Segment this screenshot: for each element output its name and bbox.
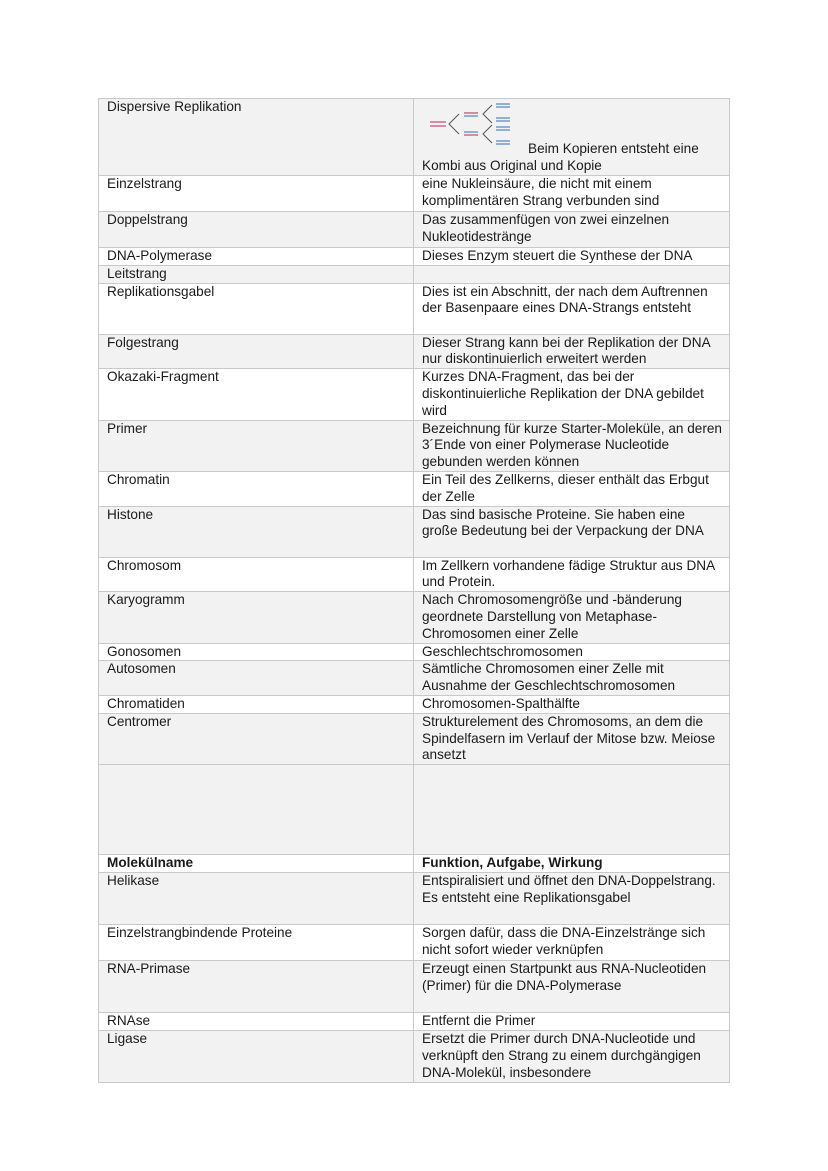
definition-text: Strukturelement des Chromosoms, an dem die Spindelfasern im Verlauf der Mitose bzw. Meiose ansetzt: [422, 713, 716, 763]
definition-text: Dieses Enzym steuert die Synthese der DNA: [422, 248, 693, 263]
term-cell: [99, 369, 414, 420]
definition-cell: [414, 506, 730, 557]
term-cell: [99, 695, 414, 713]
term-text: DNA-Polymerase: [107, 248, 212, 263]
term-text: Ligase: [107, 1030, 148, 1046]
term-cell: [99, 924, 414, 960]
term-cell: [99, 506, 414, 557]
term-cell: [99, 661, 414, 696]
definition-text: Nach Chromosomengröße und -bänderung geordnete Darstellung von Metaphase-Chromosomen einer Zelle: [422, 592, 682, 641]
table-row: [99, 643, 730, 661]
term-text: Autosomen: [107, 661, 176, 677]
table-row: [99, 283, 730, 334]
branch-chevron: [483, 105, 492, 123]
term-cell: [99, 420, 414, 471]
table-row: [99, 1030, 730, 1082]
term-text: Chromosom: [107, 557, 182, 573]
definition-cell: [414, 176, 730, 212]
definition-cell: [414, 924, 730, 960]
definition-text: Chromosomen-Spalthälfte: [422, 695, 580, 711]
term-cell: [99, 99, 414, 176]
definition-cell: [414, 248, 730, 266]
definition-text: Das sind basische Proteine. Sie haben eine große Bedeutung bei der Verpackung der DNA: [422, 506, 704, 539]
definition-text: Kurzes DNA-Fragment, das bei der diskontinuierliche Replikation der DNA gebildet wird: [422, 369, 704, 418]
term-cell: [99, 176, 414, 212]
term-cell: [99, 283, 414, 334]
table-row: [99, 592, 730, 643]
table-row: [99, 924, 730, 960]
definition-cell: [414, 661, 730, 696]
table-row: [99, 99, 730, 176]
definition-cell: [414, 713, 730, 764]
definition-cell: [414, 212, 730, 248]
glossary-table: [98, 98, 730, 1083]
table-row: [99, 1012, 730, 1030]
header-text: Funktion, Aufgabe, Wirkung: [422, 855, 603, 871]
definition-cell: [414, 1030, 730, 1082]
definition-cell: [414, 592, 730, 643]
definition-text: Dies ist ein Abschnitt, der nach dem Auftrennen der Basenpaare eines DNA-Strangs entsteht: [422, 283, 708, 316]
table-row: [99, 960, 730, 1012]
definition-cell: [414, 960, 730, 1012]
term-text: Chromatin: [107, 471, 170, 487]
header-text: Molekülname: [107, 855, 194, 871]
table-row: [99, 176, 730, 212]
term-cell: [99, 713, 414, 764]
table-row: [99, 661, 730, 696]
table-row: [99, 471, 730, 506]
term-text: Primer: [107, 420, 148, 436]
table-row: [99, 420, 730, 471]
definition-cell: [414, 1012, 730, 1030]
definition-text: Ein Teil des Zellkerns, dieser enthält das Erbgut der Zelle: [422, 471, 709, 504]
term-text: Einzelstrang: [107, 176, 182, 191]
term-cell: [99, 960, 414, 1012]
definition-cell: [414, 872, 730, 924]
branch-chevron: [449, 114, 459, 134]
definition-text: Sorgen dafür, dass die DNA-Einzelstränge sich nicht sofort wieder verknüpfen: [422, 924, 706, 957]
term-cell: [99, 765, 414, 855]
definition-text: Entspiralisiert und öffnet den DNA-Doppelstrang. Es entsteht eine Replikationsgabel: [422, 872, 716, 905]
term-cell: [99, 643, 414, 661]
term-text: Replikationsgabel: [107, 283, 215, 299]
term-cell: [99, 471, 414, 506]
definition-cell: [414, 369, 730, 420]
definition-cell: [414, 283, 730, 334]
term-text: Histone: [107, 506, 154, 522]
table-row: [99, 248, 730, 266]
term-cell: [99, 265, 414, 283]
term-cell: [99, 248, 414, 266]
header-cell: [414, 855, 730, 873]
term-text: Einzelstrangbindende Proteine: [107, 924, 293, 940]
table-row: [99, 334, 730, 369]
table-row: [99, 369, 730, 420]
definition-text: Geschlechtschromosomen: [422, 643, 583, 659]
definition-text: Bezeichnung für kurze Starter-Moleküle, an deren 3´Ende von einer Polymerase Nucleotide gebunden werden können: [422, 420, 722, 470]
table-row: [99, 265, 730, 283]
definition-cell: [414, 420, 730, 471]
term-cell: [99, 592, 414, 643]
term-text: Doppelstrang: [107, 212, 188, 227]
table-row: [99, 872, 730, 924]
term-text: Helikase: [107, 872, 160, 888]
definition-cell: [414, 471, 730, 506]
definition-cell: [414, 334, 730, 369]
table-row: [99, 212, 730, 248]
definition-text: Entfernt die Primer: [422, 1012, 536, 1028]
term-cell: [99, 212, 414, 248]
definition-text: Im Zellkern vorhandene fädige Struktur aus DNA und Protein.: [422, 557, 715, 590]
definition-text: Sämtliche Chromosomen einer Zelle mit Ausnahme der Geschlechtschromosomen: [422, 661, 676, 694]
definition-text: Beim Kopieren entsteht eine Kombi aus Original und Kopie: [422, 141, 699, 173]
definition-cell: [414, 557, 730, 592]
definition-cell: [414, 265, 730, 283]
term-text: Folgestrang: [107, 334, 179, 350]
definition-text: Erzeugt einen Startpunkt aus RNA-Nucleotiden (Primer) für die DNA-Polymerase: [422, 960, 707, 993]
definition-text: Ersetzt die Primer durch DNA-Nucleotide und verknüpft den Strang zu einem durchgängigen DNA-Molekül, insbesondere: [422, 1030, 701, 1080]
definition-text: eine Nukleinsäure, die nicht mit einem komplimentären Strang verbunden sind: [422, 176, 660, 208]
definition-text: Das zusammenfügen von zwei einzelnen Nukleotidestränge: [422, 212, 670, 244]
table-row: [99, 713, 730, 764]
empty-row: [99, 765, 730, 855]
term-text: RNAse: [107, 1012, 151, 1028]
term-text: Gonosomen: [107, 643, 182, 659]
term-cell: [99, 872, 414, 924]
term-text: Okazaki-Fragment: [107, 369, 219, 385]
section-header-row: [99, 855, 730, 873]
term-cell: [99, 334, 414, 369]
definition-cell: [414, 643, 730, 661]
term-text: Leitstrang: [107, 265, 167, 281]
term-cell: [99, 557, 414, 592]
definition-cell: [414, 765, 730, 855]
term-text: Dispersive Replikation: [107, 99, 242, 114]
definition-cell: [414, 695, 730, 713]
table-row: [99, 506, 730, 557]
term-text: Chromatiden: [107, 695, 185, 711]
header-cell: [99, 855, 414, 873]
term-text: RNA-Primase: [107, 960, 191, 976]
definition-text: Dieser Strang kann bei der Replikation der DNA nur diskontinuierlich erweitert werden: [422, 334, 710, 367]
term-text: Karyogramm: [107, 592, 185, 608]
term-cell: [99, 1012, 414, 1030]
term-text: Centromer: [107, 713, 172, 729]
term-cell: [99, 1030, 414, 1082]
table-row: [99, 695, 730, 713]
definition-cell: [414, 99, 730, 176]
table-row: [99, 557, 730, 592]
